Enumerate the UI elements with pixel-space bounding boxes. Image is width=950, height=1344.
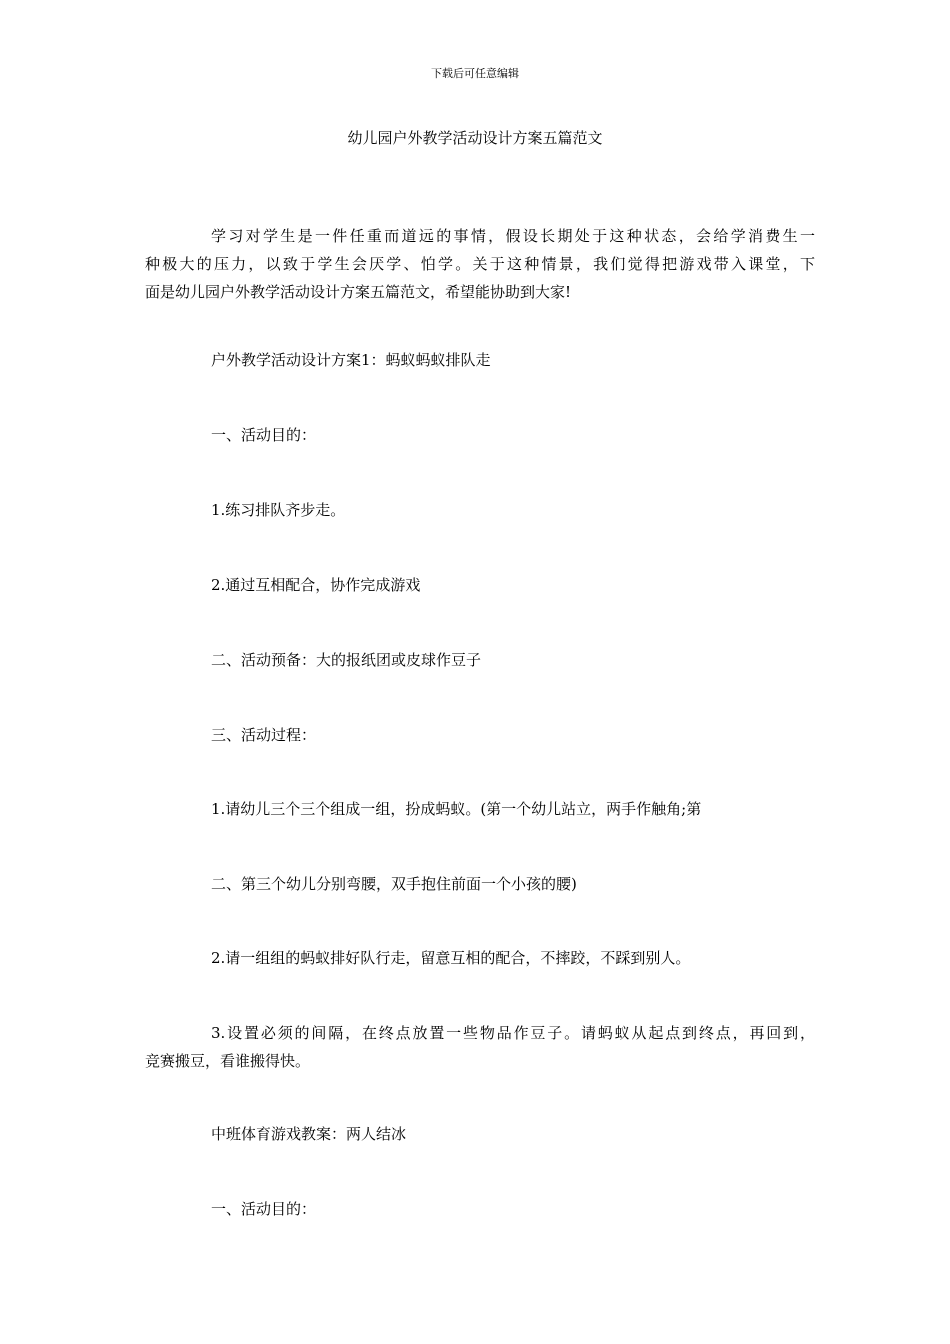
process-item-3-line-2: 竞赛搬豆，看谁搬得快。 bbox=[145, 1052, 311, 1070]
intro-line-3: 面是幼儿园户外教学活动设计方案五篇范文，希望能协助到大家! bbox=[145, 283, 572, 301]
intro-line-2: 种极大的压力，以致于学生会厌学、怕学。关于这种情景，我们觉得把游戏带入课堂，下 bbox=[145, 255, 815, 273]
section-heading-plan-1: 户外教学活动设计方案1：蚂蚁蚂蚁排队走 bbox=[211, 351, 491, 369]
header-note: 下载后可任意编辑 bbox=[431, 67, 519, 80]
process-item-2: 2.请一组组的蚂蚁排好队行走，留意互相的配合，不摔跤，不踩到别人。 bbox=[211, 949, 691, 967]
section-heading-game-plan: 中班体育游戏教案：两人结冰 bbox=[211, 1125, 407, 1143]
intro-paragraph bbox=[145, 222, 815, 306]
intro-line-1: 学习对学生是一件任重而道远的事情，假设长期处于这种状态，会给学消费生一 bbox=[211, 227, 815, 245]
section-heading-process: 三、活动过程： bbox=[211, 726, 317, 744]
goal-item-1: 1.练习排队齐步走。 bbox=[211, 501, 346, 519]
process-item-1-continued: 二、第三个幼儿分别弯腰，双手抱住前面一个小孩的腰) bbox=[211, 875, 577, 893]
document-title: 幼儿园户外教学活动设计方案五篇范文 bbox=[347, 129, 603, 147]
process-item-3 bbox=[145, 1019, 815, 1075]
section-heading-goals-2: 一、活动目的： bbox=[211, 1200, 317, 1218]
process-item-3-line-1: 3.设置必须的间隔，在终点放置一些物品作豆子。请蚂蚁从起点到终点，再回到， bbox=[211, 1024, 815, 1042]
section-heading-preparation: 二、活动预备：大的报纸团或皮球作豆子 bbox=[211, 651, 482, 669]
section-heading-goals: 一、活动目的： bbox=[211, 426, 317, 444]
goal-item-2: 2.通过互相配合，协作完成游戏 bbox=[211, 576, 421, 594]
process-item-1: 1.请幼儿三个三个组成一组，扮成蚂蚁。(第一个幼儿站立，两手作触角;第 bbox=[211, 800, 702, 818]
